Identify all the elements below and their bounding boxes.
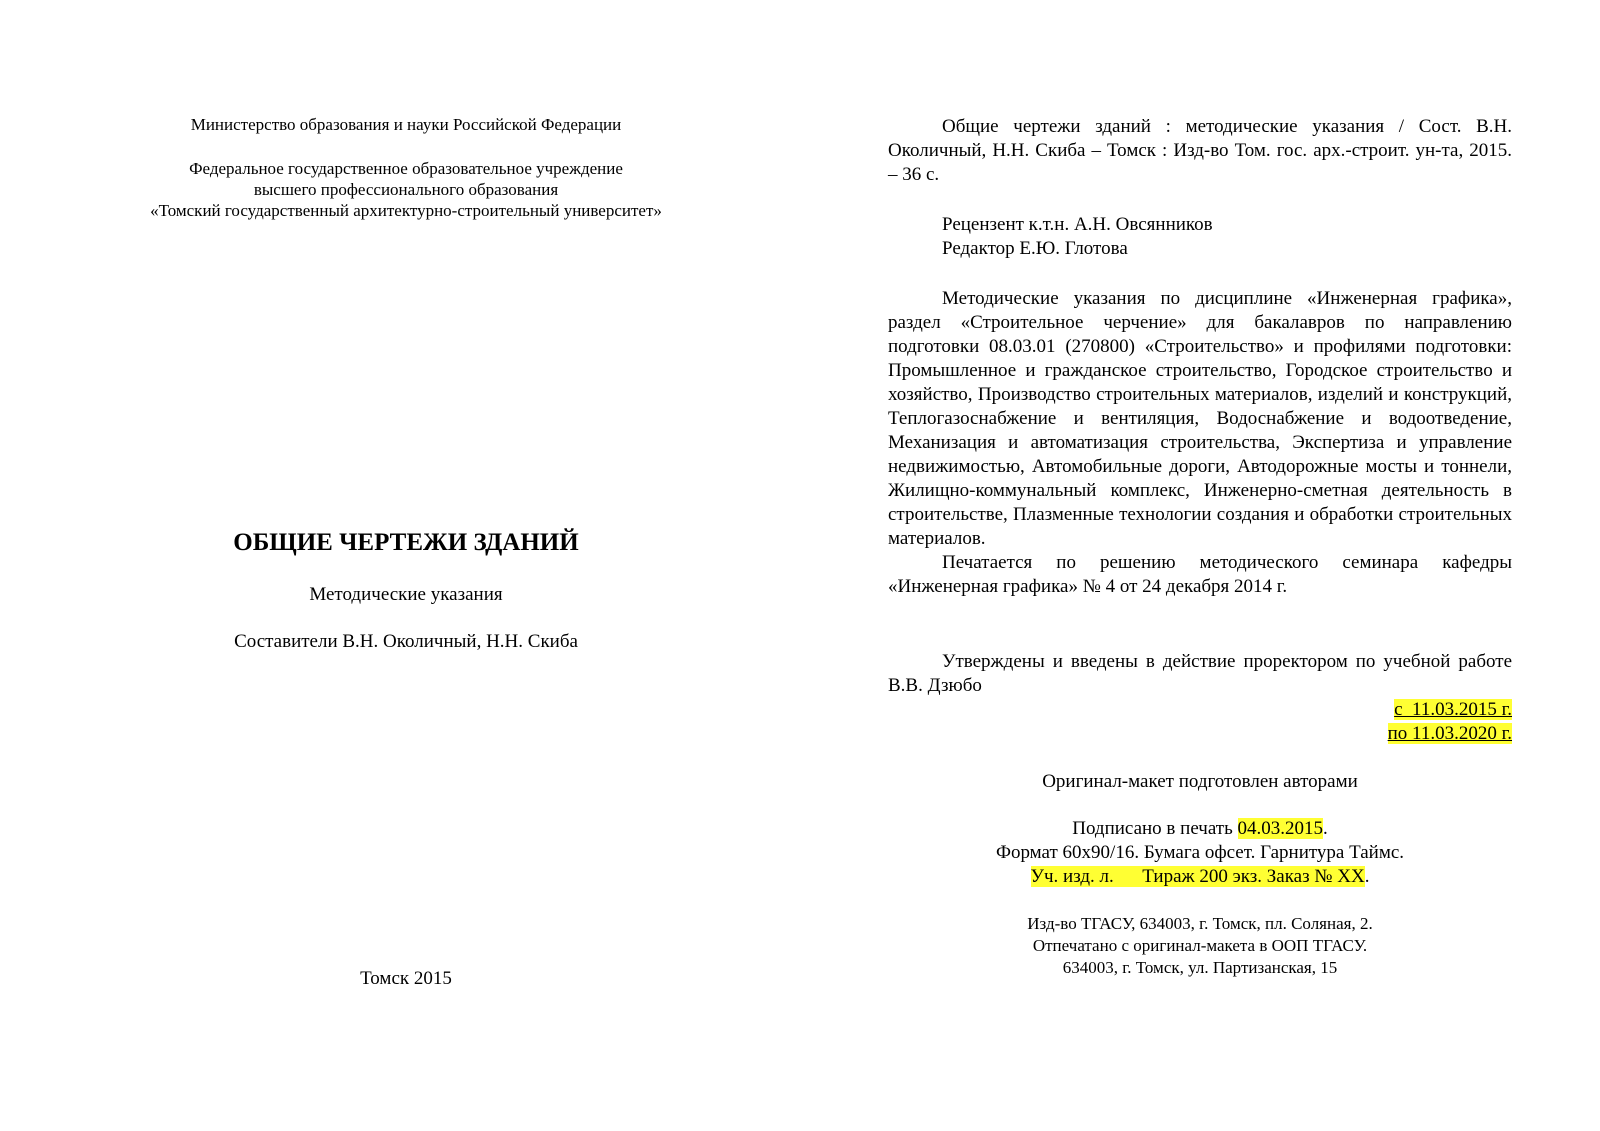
valid-to: по 11.03.2020 г. — [1387, 723, 1512, 744]
validity-period — [888, 698, 1512, 746]
publisher-line: Изд-во ТГАСУ, 634003, г. Томск, пл. Соляная, 2. — [1027, 914, 1373, 933]
institution-name — [110, 158, 702, 221]
document-subtitle: Методические указания — [309, 584, 503, 605]
signed-date: 04.03.2015 — [1237, 818, 1323, 839]
print-info — [888, 817, 1512, 889]
editor: Редактор Е.Ю. Глотова — [942, 238, 1128, 259]
run-suffix: . — [1364, 866, 1370, 887]
signed-label: Подписано в печать — [1072, 818, 1238, 839]
ministry-name: Министерство образования и науки Российской Федерации — [190, 115, 622, 134]
reviewer: Рецензент к.т.н. А.Н. Овсянников — [942, 214, 1213, 235]
annotation-block — [888, 287, 1512, 599]
bibliographic-citation: Общие чертежи зданий : методические указания / Сост. В.Н. Околичный, Н.Н. Скиба – Томск : Изд-во Том. гос. арх.-строит. ун-та, 2015. – 36 с. — [888, 116, 1512, 185]
seminar-decision: Печатается по решению методического семинара кафедры «Инженерная графика» № 4 от 24 декабря 2014 г. — [888, 552, 1512, 597]
publisher-info — [888, 913, 1512, 979]
imprint-page — [800, 0, 1600, 1131]
institution-line: Федеральное государственное образовательное учреждение — [189, 159, 623, 178]
institution-line: «Томский государственный архитектурно-строительный университет» — [150, 201, 662, 220]
approval-statement: Утверждены и введены в действие проректором по учебной работе В.В. Дзюбо — [888, 651, 1512, 696]
institution-line: высшего профессионального образования — [253, 180, 559, 199]
publisher-line: Отпечатано с оригинал-макета в ООП ТГАСУ. — [1032, 936, 1368, 955]
layout-note: Оригинал-макет подготовлен авторами — [1042, 771, 1358, 792]
signed-suffix: . — [1323, 818, 1328, 839]
publisher-line: 634003, г. Томск, ул. Партизанская, 15 — [1062, 958, 1338, 977]
valid-from: с 11.03.2015 г. — [1394, 699, 1512, 720]
format-line: Формат 60х90/16. Бумага офсет. Гарнитура Таймс. — [995, 842, 1405, 863]
annotation-text: Методические указания по дисциплине «Инженерная графика», раздел «Строительное черчение» для бакалавров по направлению подготовки 08.03.01 (270800) «Строительство» и профилями подготовки: Промышленное и гражданское строительство, Городское строительство и хозяйство, Производство строительных материалов, изделий и конструкций, Теплогазоснабжение и вентиляция, Водоснабжение и водоотведение, Механизация и автоматизация строительства, Экспертиза и управление недвижимостью, Автомобильные дороги, Автодорожные мосты и тоннели, Жилищно-коммунальный комплекс, Инженерно-сметная деятельность в строительстве, Плазменные технологии создания и обработки строительных материалов. — [888, 288, 1512, 549]
city-year: Томск 2015 — [360, 968, 452, 989]
run-info: Уч. изд. л. Тираж 200 экз. Заказ № XX — [1030, 866, 1365, 887]
staff-block — [888, 213, 1512, 261]
document-title: ОБЩИЕ ЧЕРТЕЖИ ЗДАНИЙ — [233, 529, 579, 556]
compilers: Составители В.Н. Околичный, Н.Н. Скиба — [234, 631, 578, 652]
